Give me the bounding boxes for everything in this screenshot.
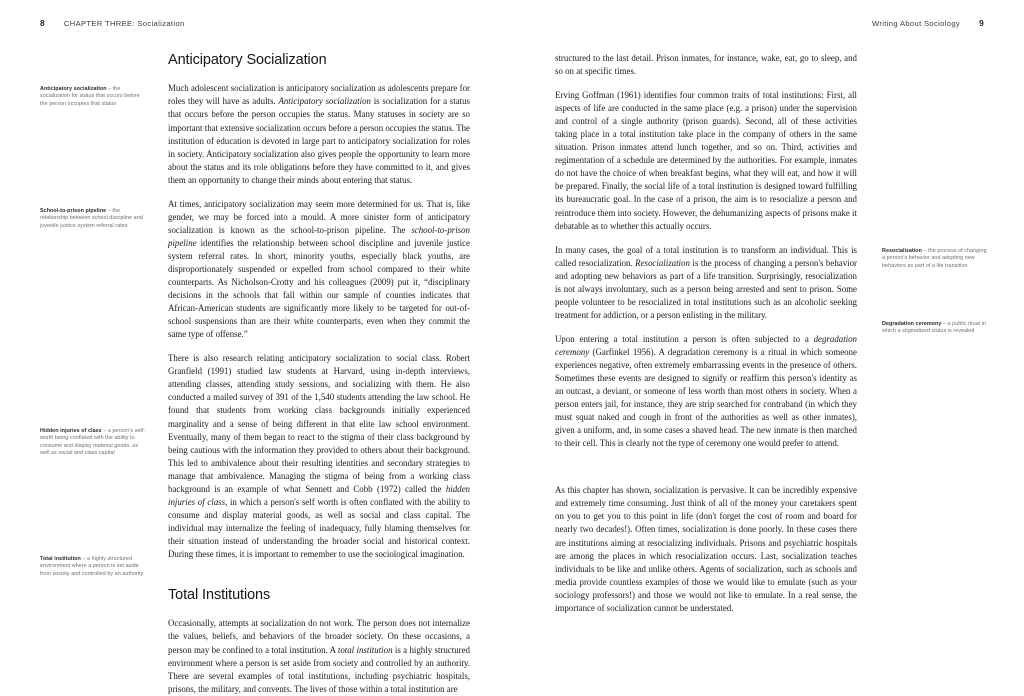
margin-note-term: Resocialization [882, 248, 922, 254]
paragraph: As this chapter has shown, socialization is pervasive. It can be incredibly expensive and extremely time consuming. Just think of all of the money your caretakers spent on you to get you to this point in life (don't forget the cost of room and board for nearly two decades!). Often times, socialization is done poorly. In these cases there are institutions aiming at resocializing individuals. Prisons and psychiatric hospitals are among the places in which resocialization occurs. Last, socialization teaches individuals to be like and unlike others. Agents of socialization, such as schools and media provide countless examples of those we would like to emulate (such as your sociology professors!) and those we would not like to emulate. In a real sense, the importance of socialization cannot be understated. [555, 485, 857, 613]
margin-note-definition: – the process of changing a person's behavior and adopting new behaviors as part of a life transition [882, 248, 987, 269]
section-heading-anticipatory-socialization: Anticipatory Socialization [168, 52, 327, 68]
margin-note-term: Anticipatory socialization [40, 86, 107, 92]
paragraph: Upon entering a total institution a person is often subjected to a degradation ceremony (Garfinkel 1956). A degradation ceremony is a ritual in which someone experiences negative, often extremely embarrassing events in the presence of others. Sometimes these events are designed to signify or reaffirm this person's identity as an outcast, a deviant, or someone of less worth than most others in society. When a person enters jail, for instance, they are strip searched for contraband (in which they must squat naked and cough in front of the authorities as well as other inmates), given a uniform, and, in some cases a shaved head. The new inmate is then marched to their cell. This is clearly not the type of ceremony one would prefer to attend. [555, 333, 857, 449]
paragraph: Much adolescent socialization is anticipatory socialization as adolescents prepare for roles they will have as adults. Anticipatory socialization is socialization for a status that occurs before the person occupies the status. Many statuses in society are so important that extensive socialization occurs before a person occupies the status. The institution of education is devoted in large part to anticipatory socialization for roles in society. Anticipatory socialization also gives people the opportunity to learn more about the status and its role obligations before they have committed to it, and gives them an opportunity to change their minds about entering that status. [168, 83, 471, 185]
margin-note-degradation-ceremony [882, 321, 990, 336]
margin-note-definition: – the socialization for status that occurs before the person occupies that status [40, 86, 140, 107]
margin-note-definition: – a public ritual in which a stigmatized status is revealed [882, 321, 986, 335]
margin-note-term: School-to-prison pipeline [40, 208, 107, 214]
margin-note-total-institution [40, 556, 148, 578]
paragraph: Erving Goffman (1961) identifies four common traits of total institutions: First, all aspects of life are conducted in the same place (e.g. a prison) under the supervision and control of a single authority (prison guards). Second, all of these activities taking place in a total institution take place in the company of others in the same situation. Prison inmates attend lunch together, and so on. Third, activities and regimentation of a schedule are determined by the authorities. For example, inmates do not have the choice of when breakfast begins, what they will eat, and how it will be prepared. Finally, the social life of a total institution is designed toward fulfilling its bureaucratic goal. In the case of a prison, the aim is to resocialize a person and reintroduce them into society. However, the dehumanizing aspects of prisons make it debatable as to whether this actually occurs. [555, 90, 857, 231]
margin-note-term: Total institution [40, 556, 81, 562]
chapter-title-right: Writing About Sociology [871, 19, 961, 28]
page-number-left: 8 [40, 19, 45, 28]
paragraph: In many cases, the goal of a total institution is to transform an individual. This is called resocialization. Resocialization is the process of changing a person's behavior and adopting new behaviors as part of a life transition. Surprisingly, resocialization is not always involuntary, such as a person being arrested and sent to prison. Some people volunteer to be resocialized in total institutions such as an alcoholic seeking treatment for addiction, or a person enlisting in the military. [555, 244, 857, 320]
paragraph: structured to the last detail. Prison inmates, for instance, wake, eat, go to sleep, and so on at specific times. [555, 53, 857, 77]
section-heading-total-institutions: Total Institutions [168, 587, 271, 604]
margin-note-hidden-injuries-of-class [40, 428, 148, 458]
margin-note-school-to-prison-pipeline [40, 208, 148, 230]
left-text-column [168, 52, 470, 696]
margin-note-definition: – the relationship between school discipline and juvenile justice system referral rates [40, 208, 143, 229]
margin-note-anticipatory-socialization [40, 86, 148, 108]
margin-note-term: Hidden injuries of class [40, 428, 102, 434]
page-right [512, 0, 1024, 663]
margin-note-term: Degradation ceremony [882, 321, 942, 327]
page-left [0, 0, 512, 694]
margin-note-definition: – a highly structured environment where a person is set aside from society and controlled by an authority [40, 556, 144, 577]
right-text-column [555, 52, 857, 615]
margin-note-definition: – a person's self-worth being conflated with the ability to consume and display material goods, as well as social and class capital [40, 428, 146, 457]
margin-note-resocialization [882, 248, 990, 270]
chapter-title-left: CHAPTER THREE: Socialization [63, 19, 185, 28]
paragraph: There is also research relating anticipatory socialization to social class. Robert Granfield (1991) studied law students at Harvard, using in-depth interviews, attending classes, attending study sessions, and socializing with them. He also conducted a mailed survey of 391 of the 1,540 students attending the law school. He found that students from working class backgrounds initially experienced marginality and a sense of being different in that elite law school environment. Eventually, many of them began to react to the stigma of their class background by being cautious with the information they provided to others about their background. This led to ambivalence about their resulting identities and secondary strategies to manage that ambivalence. Managing the stigma of being from a working class background is an example of what Sennett and Cobb (1972) called the hidden injuries of class, in which a person's self worth is often conflated with the ability to consume and display material goods, as well as social and class capital. The individual may internalize the feeling of inadequacy, fully blaming themselves for their situation instead of understanding the broader social and historical context. During these times, it is important to remember to use the sociological imagination. [168, 353, 470, 559]
paragraph: At times, anticipatory socialization may seem more determined for us. That is, like gender, we may be forced into a mould. A more sinister form of anticipatory socialization is known as the school-to-prison pipeline. The school-to-prison pipeline identifies the relationship between school discipline and juvenile justice system referral rates. In short, minority youths, especially black youths, are disproportionately suspended or expelled from school compared to their white counterparts. As Nicholson-Crotty and his colleagues (2009) put it, “disciplinary decisions in the schools that fall within our sample of counties indicates that African-American students are significantly more likely to be targeted for out-of-school suspensions than are their white counterparts, even when they commit the same type of offense.” [168, 198, 470, 340]
page-number-right: 9 [979, 19, 984, 28]
paragraph: Occasionally, attempts at socialization do not work. The person does not internalize the values, beliefs, and behaviors of the broader society. On these occasions, a person may be confined to a total institution. A total institution is a highly structured environment where a person is set aside from society and controlled by an authority. There are several examples of total institutions, including psychiatric hospitals, prisons, the military, and convents. The lives of those within a total institution are [168, 618, 470, 694]
